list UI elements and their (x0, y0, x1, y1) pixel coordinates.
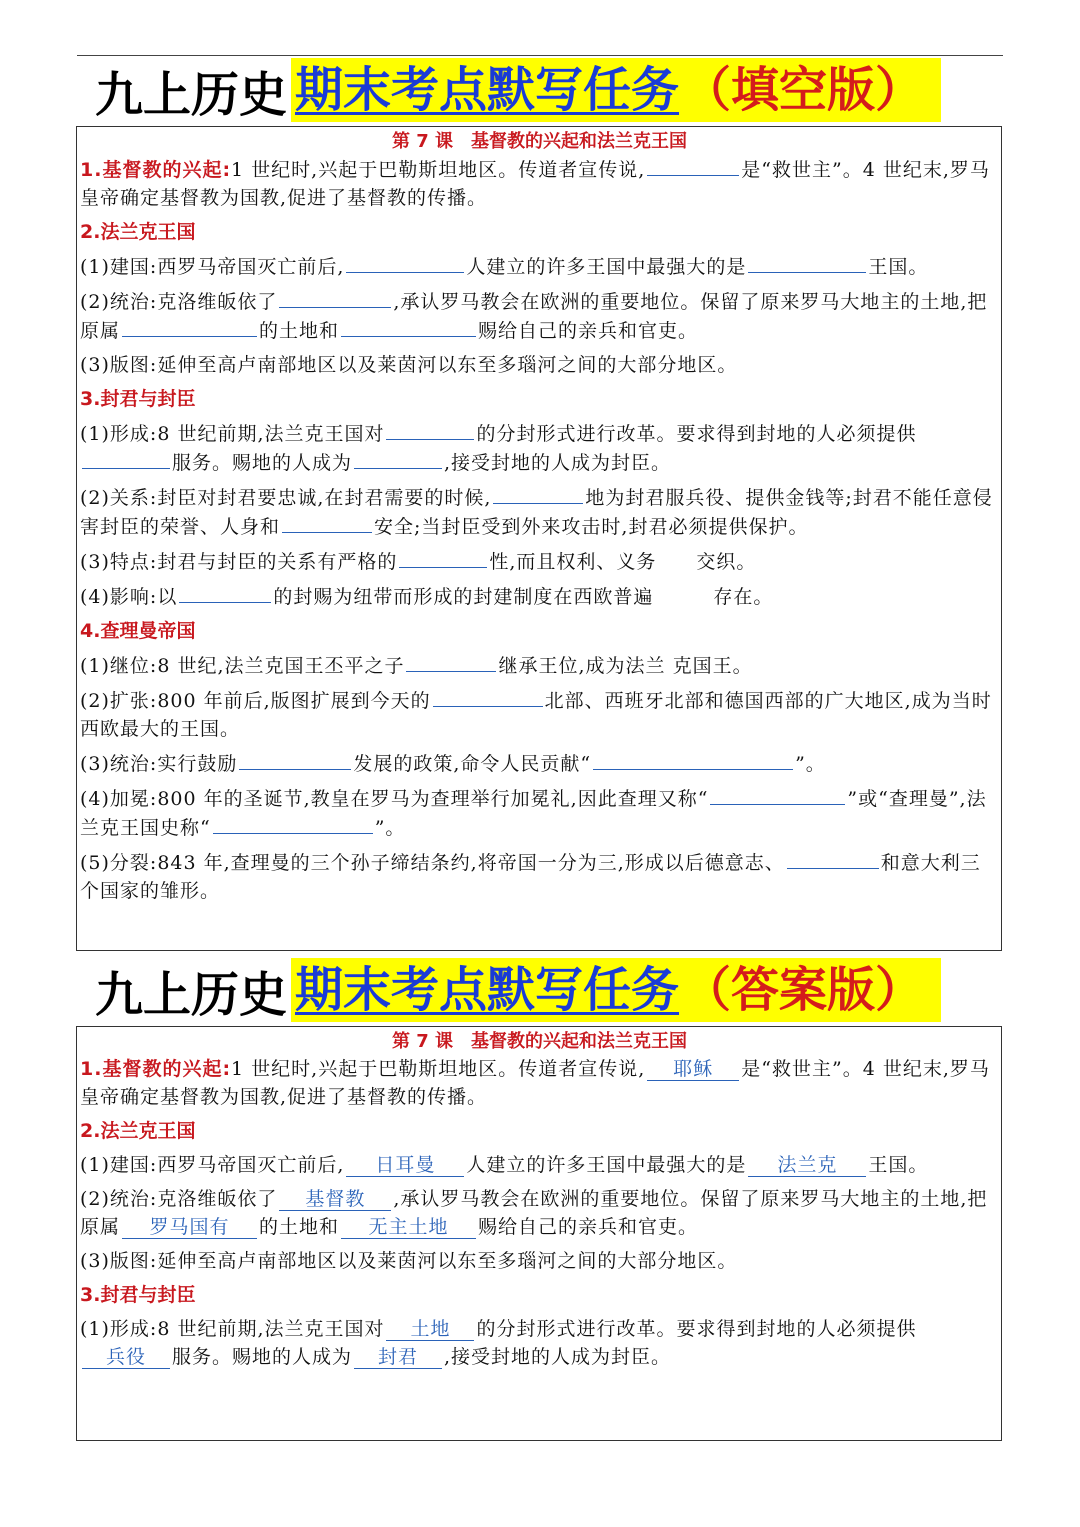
section-3-item-1 (80, 1315, 999, 1371)
text: 是“救世主”。4 世纪末,罗马皇帝确定基督教为国教,促进了基督教的传播。 (80, 1058, 990, 1108)
answer-field: 土地 (386, 1318, 474, 1341)
blank-field[interactable] (122, 316, 257, 337)
fill-in-worksheet (76, 126, 1002, 951)
blank-field[interactable] (493, 483, 583, 504)
blank-field[interactable] (341, 316, 476, 337)
section-2-item-3: (3)版图:延伸至高卢南部地区以及莱茵河以东至多瑙河之间的大部分地区。 (80, 1250, 738, 1272)
section-4-heading: 4.查理曼帝国 (80, 620, 196, 642)
title-version-tag: （答案版） (683, 958, 941, 1022)
text: 的封赐为纽带而形成的封建制度在西欧普遍 存在。 (273, 586, 774, 608)
title-subject: 九上历史 (95, 966, 288, 1023)
title-task: 期末考点默写任务 (291, 958, 683, 1022)
section-1-paragraph (80, 1055, 999, 1111)
text: 的分封形式进行改革。要求得到封地的人必须提供 (476, 1318, 917, 1340)
text: (5)分裂:843 年,查理曼的三个孙子缔结条约,将帝国一分为三,形成以后德意志、 (80, 852, 785, 874)
text: ”。 (374, 817, 406, 839)
text: (2)统治:克洛维皈依了 (80, 291, 278, 313)
text: 赐给自己的亲兵和官吏。 (478, 1216, 699, 1238)
text: 人建立的许多王国中最强大的是 (466, 256, 747, 278)
text: (2)扩张:800 年前后,版图扩展到今天的 (80, 690, 431, 712)
text: 人建立的许多王国中最强大的是 (466, 1154, 747, 1176)
text: 1 世纪时,兴起于巴勒斯坦地区。传道者宣传说, (231, 159, 646, 181)
title-fill-version (95, 58, 941, 122)
text: 的土地和 (259, 320, 340, 342)
blank-field[interactable] (239, 749, 351, 770)
lesson-title: 第 7 课 基督教的兴起和法兰克王国 (391, 1031, 688, 1052)
text: 地为封君服兵役、提供金钱等;封君不能任意侵害封臣的荣誉、人身和 (80, 487, 993, 538)
blank-field[interactable] (282, 512, 372, 533)
section-4-item-3 (80, 749, 999, 778)
text: 安全;当封臣受到外来攻击时,封君必须提供保护。 (374, 516, 809, 538)
text: (1)建国:西罗马帝国灭亡前后, (80, 256, 345, 278)
text: (2)统治:克洛维皈依了 (80, 1188, 278, 1210)
text: 的土地和 (259, 1216, 340, 1238)
answer-field: 日耳曼 (346, 1154, 464, 1177)
section-1-heading: 1.基督教的兴起: (80, 1058, 232, 1080)
section-4-item-1 (80, 651, 999, 680)
blank-field[interactable] (433, 686, 543, 707)
text: 王国。 (868, 256, 929, 278)
title-task: 期末考点默写任务 (291, 58, 683, 122)
section-3-item-3 (80, 547, 999, 576)
answer-worksheet (76, 1026, 1002, 1441)
section-2-item-2 (80, 287, 999, 345)
answer-field: 封君 (354, 1346, 442, 1369)
blank-field[interactable] (647, 155, 739, 176)
text: (3)特点:封君与封臣的关系有严格的 (80, 551, 398, 573)
text: 继承王位,成为法兰 克国王。 (498, 655, 753, 677)
blank-field[interactable] (213, 813, 373, 834)
answer-field: 基督教 (279, 1188, 391, 1211)
text: 北部、西班牙北部和德国西部的广大地区,成为当时西欧最大的王国。 (80, 690, 992, 740)
text: 的分封形式进行改革。要求得到封地的人必须提供 (476, 423, 917, 445)
answer-field: 兵役 (82, 1346, 170, 1369)
text: (3)统治:实行鼓励 (80, 753, 238, 775)
section-4-item-2 (80, 686, 999, 743)
section-3-item-1 (80, 419, 999, 477)
blank-field[interactable] (710, 784, 845, 805)
section-2-item-1 (80, 252, 999, 281)
text: 和意大利三个国家的雏形。 (80, 852, 981, 902)
lesson-title: 第 7 课 基督教的兴起和法兰克王国 (391, 131, 688, 152)
text: ,承认罗马教会在欧洲的重要地位。保留了原来罗马大地主的土地,把原属 (80, 1188, 988, 1238)
section-2-heading: 2.法兰克王国 (80, 221, 196, 243)
section-3-heading: 3.封君与封臣 (80, 388, 196, 410)
section-2-item-2 (80, 1185, 999, 1241)
section-2-item-1 (80, 1151, 999, 1179)
blank-field[interactable] (82, 448, 170, 469)
text: (1)继位:8 世纪,法兰克国王丕平之子 (80, 655, 405, 677)
section-3-item-4 (80, 582, 999, 611)
section-3-heading: 3.封君与封臣 (80, 1284, 196, 1306)
text: 性,而且权利、义务 交织。 (489, 551, 757, 573)
title-subject: 九上历史 (95, 66, 288, 123)
text: ,接受封地的人成为封臣。 (444, 452, 672, 474)
answer-field: 耶稣 (647, 1058, 739, 1081)
text: 王国。 (868, 1154, 929, 1176)
text: 赐给自己的亲兵和官吏。 (478, 320, 699, 342)
text: ,承认罗马教会在欧洲的重要地位。保留了原来罗马大地主的土地,把原属 (80, 291, 988, 342)
blank-field[interactable] (386, 419, 474, 440)
text: ”。 (795, 753, 826, 775)
blank-field[interactable] (346, 252, 464, 273)
section-4-item-4 (80, 784, 999, 842)
text: (2)关系:封臣对封君要忠诚,在封君需要的时候, (80, 487, 492, 509)
text: 服务。赐地的人成为 (172, 1346, 353, 1368)
answer-field: 法兰克 (748, 1154, 866, 1177)
title-version-tag: （填空版） (683, 58, 941, 122)
section-2-heading: 2.法兰克王国 (80, 1120, 196, 1142)
text: ”或“查理曼”,法兰克王国史称“ (80, 788, 987, 839)
text: 发展的政策,命令人民贡献“ (353, 753, 592, 775)
blank-field[interactable] (406, 651, 496, 672)
section-2-item-3: (3)版图:延伸至高卢南部地区以及莱茵河以东至多瑙河之间的大部分地区。 (80, 354, 738, 376)
text: 1 世纪时,兴起于巴勒斯坦地区。传道者宣传说, (231, 1058, 646, 1080)
text: (1)形成:8 世纪前期,法兰克王国对 (80, 1318, 385, 1340)
text: ,接受封地的人成为封臣。 (444, 1346, 672, 1368)
blank-field[interactable] (748, 252, 866, 273)
blank-field[interactable] (787, 848, 879, 869)
blank-field[interactable] (593, 749, 793, 770)
blank-field[interactable] (354, 448, 442, 469)
text: (4)影响:以 (80, 586, 178, 608)
blank-field[interactable] (399, 547, 487, 568)
answer-field: 无主土地 (341, 1216, 476, 1239)
answer-field: 罗马国有 (122, 1216, 257, 1239)
text: (1)建国:西罗马帝国灭亡前后, (80, 1154, 345, 1176)
title-answer-version (95, 958, 941, 1022)
text: 是“救世主”。4 世纪末,罗马皇帝确定基督教为国教,促进了基督教的传播。 (80, 159, 990, 209)
text: (4)加冕:800 年的圣诞节,教皇在罗马为查理举行加冕礼,因此查理又称“ (80, 788, 709, 810)
text: 服务。赐地的人成为 (172, 452, 353, 474)
section-4-item-5 (80, 848, 999, 905)
blank-field[interactable] (279, 287, 391, 308)
section-1-heading: 1.基督教的兴起: (80, 159, 232, 181)
section-3-item-2 (80, 483, 999, 541)
blank-field[interactable] (179, 582, 271, 603)
section-1-paragraph (80, 155, 999, 212)
text: (1)形成:8 世纪前期,法兰克王国对 (80, 423, 385, 445)
